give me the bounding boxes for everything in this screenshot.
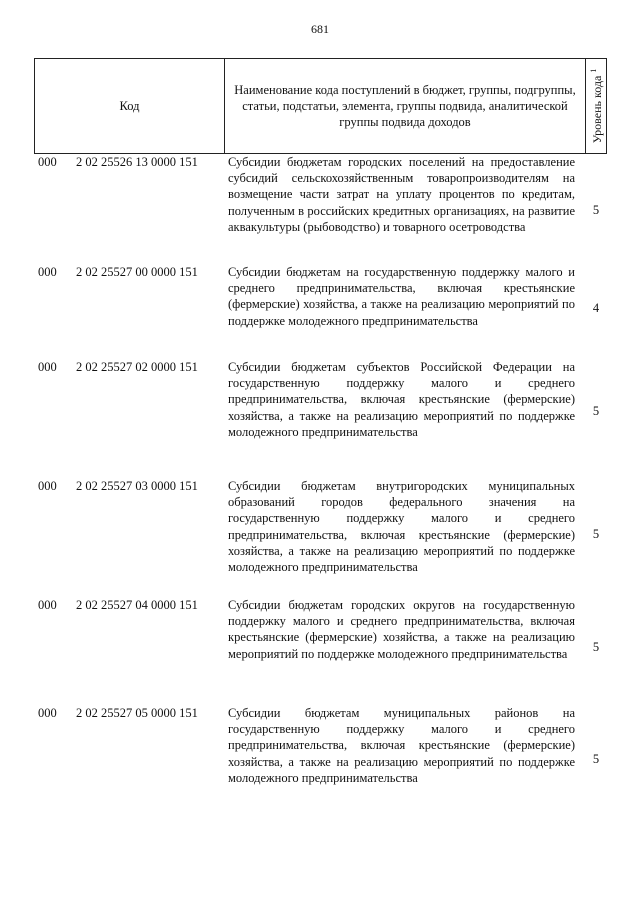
page-number: 681	[311, 22, 329, 36]
row-group: 000	[38, 360, 57, 374]
row-group: 000	[38, 265, 57, 279]
row-code: 2 02 25527 02 0000 151	[76, 360, 198, 374]
row-level: 5	[592, 752, 600, 766]
header-name: Наименование кода поступлений в бюджет, группы, подгруппы, статьи, подстатьи, элемента, группы подвида, аналитической группы подвида доходов	[225, 59, 586, 153]
row-level: 5	[592, 640, 600, 654]
row-name: Субсидии бюджетам на государственную поддержку малого и среднего предпринимательства, включая крестьянские (фермерские) хозяйства, а также на реализацию мероприятий по поддержке молодежного предпринимательства	[228, 265, 575, 328]
row-name: Субсидии бюджетам внутригородских муниципальных образований городов федерального значения на государственную поддержку малого и среднего предпринимательства, включая крестьянские (фермерские) хозяйства, а также на реализацию мероприятий по поддержке молодежного предпринимательства	[228, 479, 575, 575]
table-row	[34, 359, 607, 478]
table-header	[34, 58, 607, 154]
row-group: 000	[38, 155, 57, 169]
row-level: 5	[592, 203, 600, 217]
row-name: Субсидии бюджетам городских округов на государственную поддержку малого и среднего предпринимательства, включая крестьянские (фермерские) хозяйства, а также на реализацию мероприятий по поддержке молодежного предпринимательства	[228, 598, 575, 661]
row-group: 000	[38, 598, 57, 612]
row-name: Субсидии бюджетам субъектов Российской Федерации на государственную поддержку малого и среднего предпринимательства, включая крестьянские (фермерские) хозяйства, а также на реализацию мероприятий по поддержке молодежного предпринимательства	[228, 360, 575, 439]
table-row	[34, 154, 607, 264]
row-level: 5	[592, 404, 600, 418]
header-level-text: Уровень кода	[590, 75, 604, 144]
table-row	[34, 597, 607, 705]
row-code: 2 02 25527 04 0000 151	[76, 598, 198, 612]
row-name: Субсидии бюджетам городских поселений на предоставление субсидий сельскохозяйственным товаропроизводителям на возмещение части затрат на уплату процентов по кредитам, полученным в российских кредитных организациях, на развитие аквакультуры (рыбоводство) и товарного осетроводства	[228, 155, 575, 234]
header-code: Код	[35, 59, 225, 153]
row-code: 2 02 25527 05 0000 151	[76, 706, 198, 720]
table-row	[34, 264, 607, 359]
row-level: 4	[592, 301, 600, 315]
header-level-label	[589, 69, 605, 144]
header-level-footnote: 1	[589, 68, 598, 73]
row-code: 2 02 25526 13 0000 151	[76, 155, 198, 169]
table-row	[34, 478, 607, 597]
row-name: Субсидии бюджетам муниципальных районов на государственную поддержку малого и среднего предпринимательства, включая крестьянские (фермерские) хозяйства, а также на реализацию мероприятий по поддержке молодежного предпринимательства	[228, 706, 575, 785]
row-group: 000	[38, 706, 57, 720]
header-level	[586, 59, 608, 153]
row-group: 000	[38, 479, 57, 493]
table-row	[34, 705, 607, 813]
row-code: 2 02 25527 03 0000 151	[76, 479, 198, 493]
row-level: 5	[592, 527, 600, 541]
row-code: 2 02 25527 00 0000 151	[76, 265, 198, 279]
table-body	[34, 154, 607, 813]
